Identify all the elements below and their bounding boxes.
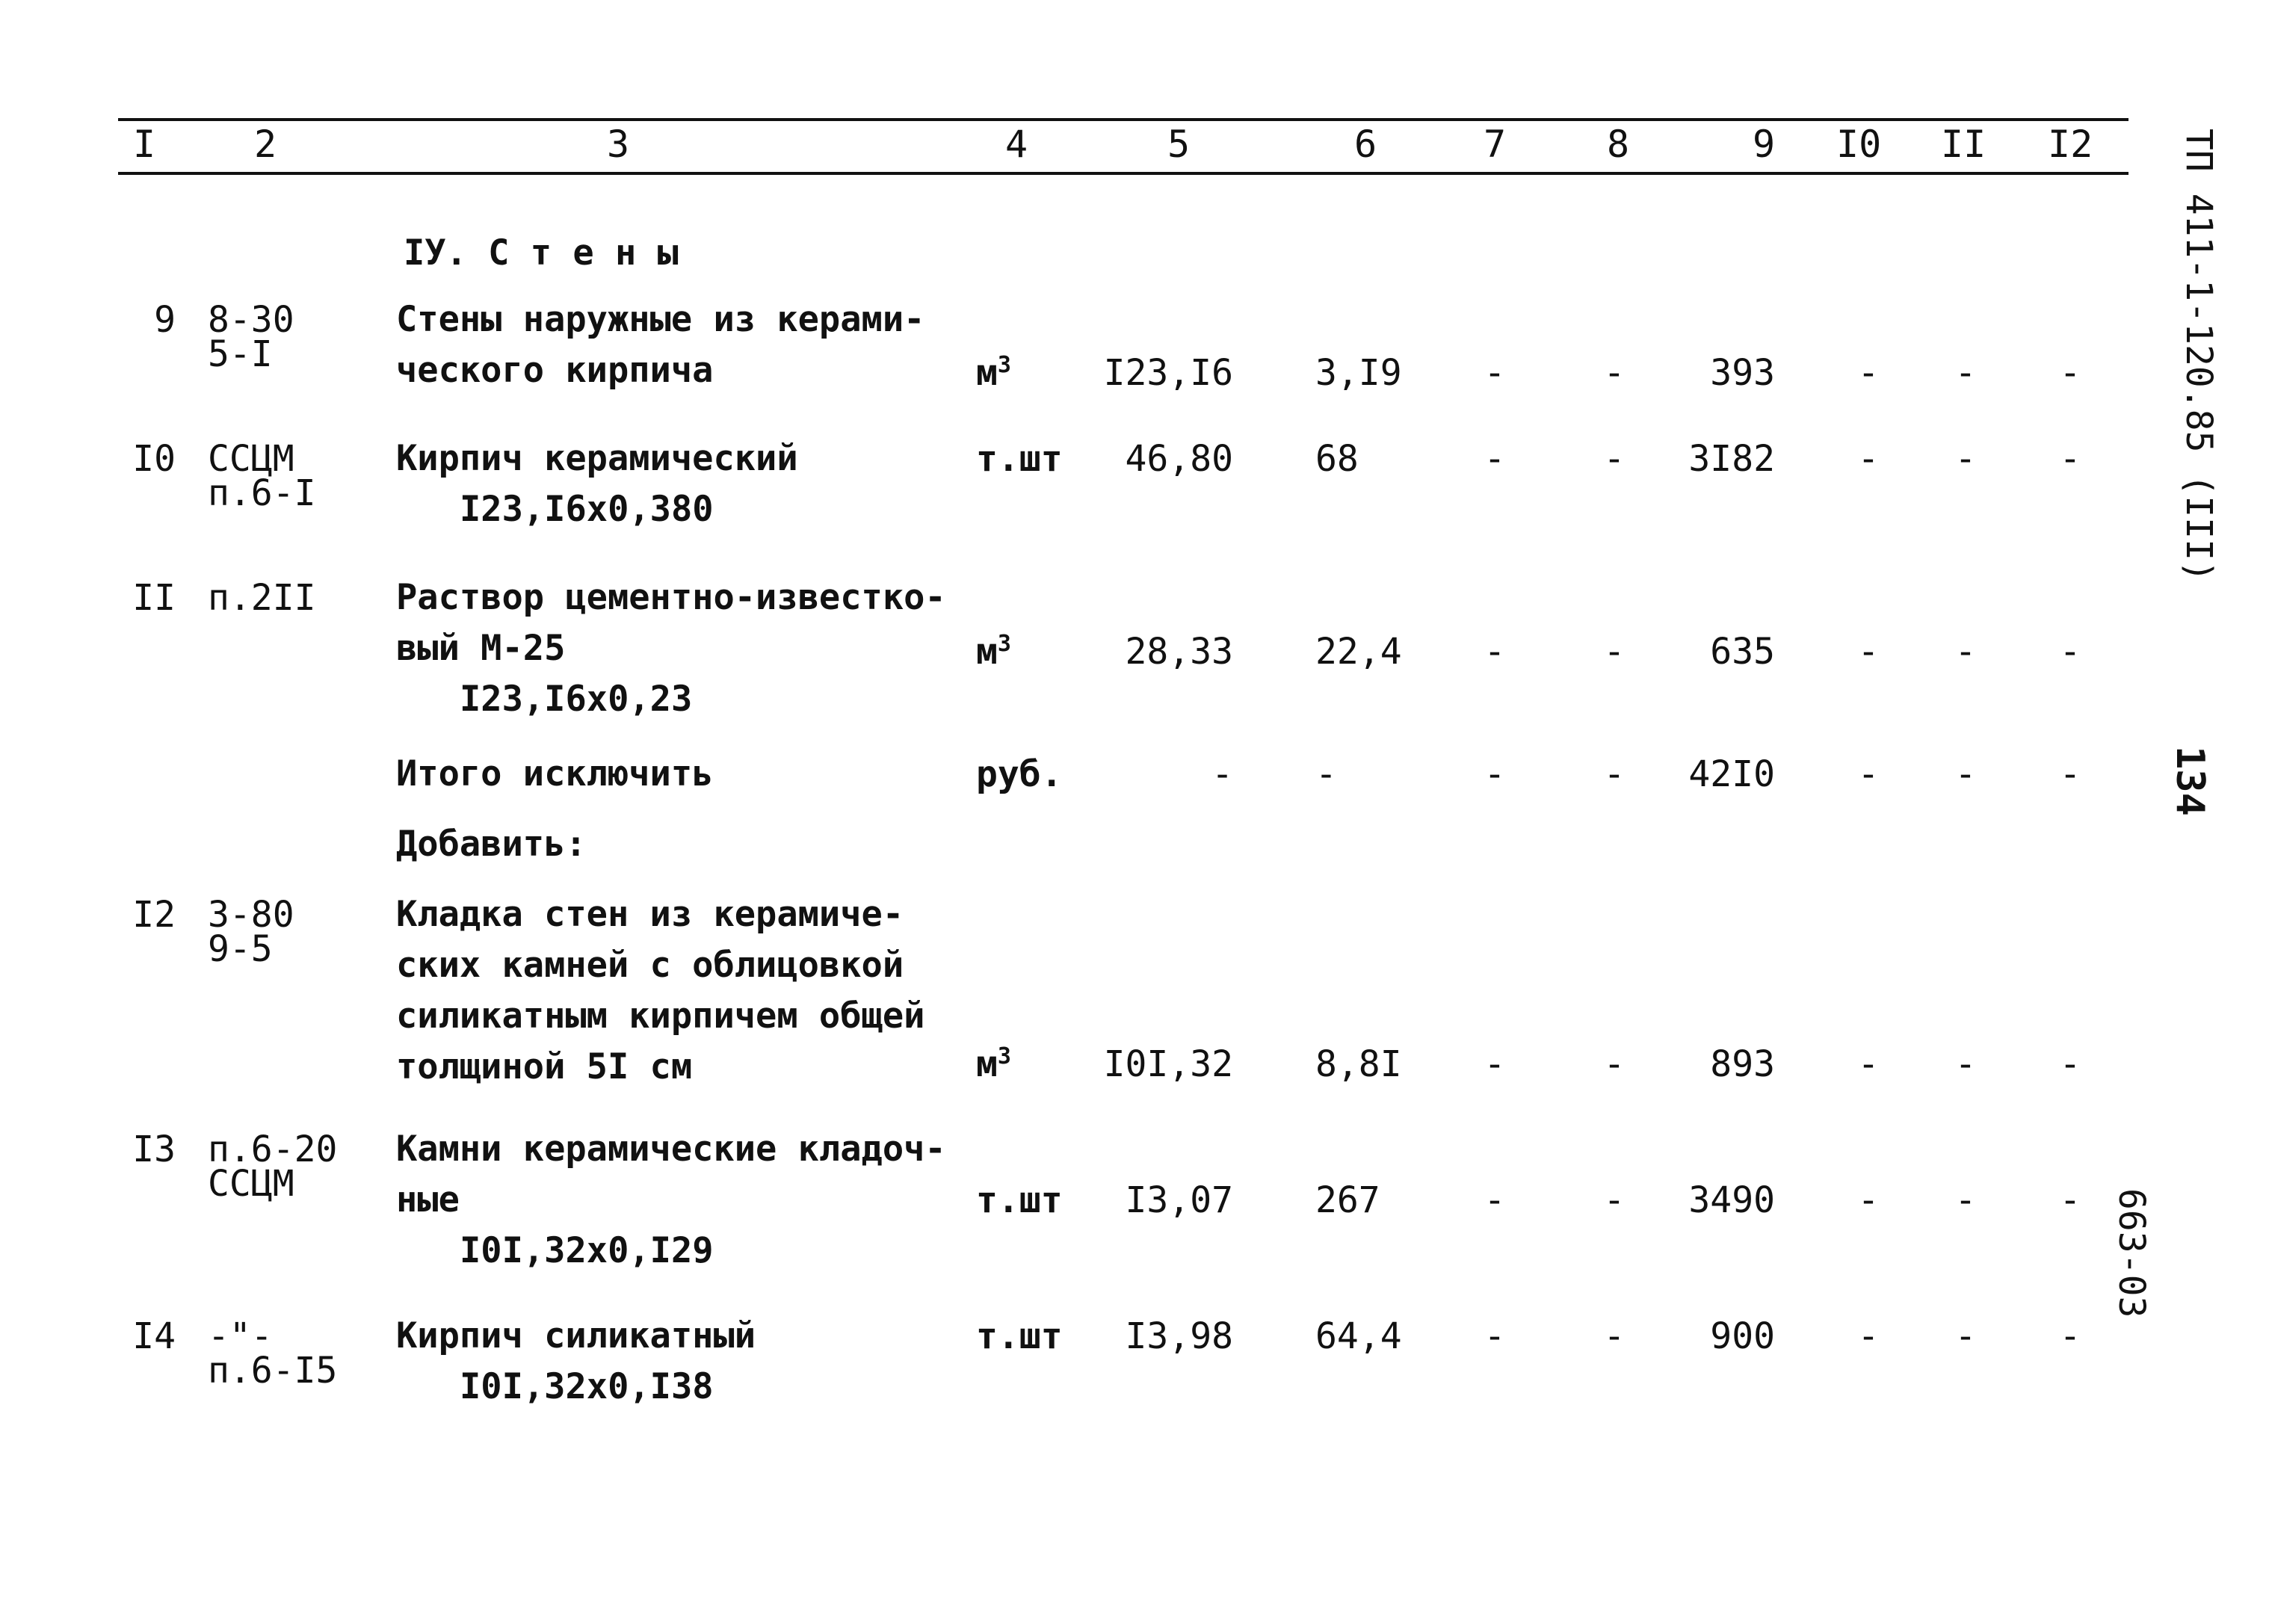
description-line: силикатным кирпичем общей [396, 995, 925, 1037]
unit [976, 352, 1011, 394]
header-col-7: 7 [1483, 123, 1507, 166]
header-col-6: 6 [1353, 123, 1377, 166]
cell-c7: - [1484, 352, 1506, 394]
description-line: ческого кирпича [396, 350, 714, 391]
cell-c6: 3,I9 [1315, 352, 1402, 394]
unit [976, 438, 1063, 480]
description-line: I23,I6x0,23 [460, 679, 693, 720]
cell-c8: - [1603, 1315, 1626, 1357]
header-col-4: 4 [1004, 123, 1028, 166]
cell-c9: 3I82 [1688, 438, 1775, 480]
cell-c9: 893 [1710, 1043, 1775, 1085]
unit-text: м [976, 1043, 998, 1085]
description-line: Кирпич керамический [396, 438, 798, 479]
header-col-2: 2 [253, 123, 277, 166]
cell-c12: - [2059, 753, 2081, 795]
description-line: I0I,32x0,I38 [460, 1366, 714, 1407]
ref-code: п.2II [208, 577, 316, 619]
cell-c8: - [1603, 631, 1626, 673]
description-line: Кладка стен из керамиче- [396, 894, 904, 935]
unit-superscript: 3 [997, 1043, 1011, 1069]
cell-c12: - [2059, 352, 2081, 394]
ref-code: -"- [208, 1315, 273, 1357]
header-col-8: 8 [1606, 123, 1630, 166]
cell-c8: - [1603, 1043, 1626, 1085]
description-line: I0I,32x0,I29 [460, 1230, 714, 1271]
ref-code-2: ССЦМ [208, 1163, 294, 1205]
row-number: I4 [132, 1315, 176, 1357]
ref-code: 3-80 [208, 894, 294, 936]
description-line: ских камней с облицовкой [396, 945, 904, 986]
header-col-12: I2 [2048, 123, 2093, 166]
description-line: Стены наружные из керами- [396, 299, 925, 340]
cell-c6: - [1315, 753, 1337, 795]
cell-c10: - [1857, 438, 1880, 480]
cell-c6: 68 [1315, 438, 1359, 480]
cell-c10: - [1857, 753, 1880, 795]
cell-c11: - [1954, 438, 1977, 480]
cell-c11: - [1954, 753, 1977, 795]
cell-c7: - [1484, 1315, 1506, 1357]
unit-text: руб. [976, 753, 1063, 795]
cell-c6: 22,4 [1315, 631, 1402, 673]
description-line: Добавить: [396, 824, 587, 865]
ref-code-2: 5-I [208, 333, 273, 375]
unit-text: м [976, 631, 998, 673]
cell-c5: I3,98 [1125, 1315, 1233, 1357]
cell-c12: - [2059, 438, 2081, 480]
ref-code: п.6-20 [208, 1129, 338, 1170]
description-line: толщиной 5I см [396, 1046, 693, 1087]
header-col-11: II [1941, 123, 1986, 166]
cell-c12: - [2059, 631, 2081, 673]
cell-c10: - [1857, 1043, 1880, 1085]
row-number: II [132, 577, 176, 619]
unit-text: т.шт [976, 1315, 1063, 1357]
cell-c11: - [1954, 1315, 1977, 1357]
cell-c8: - [1603, 1179, 1626, 1221]
cell-c12: - [2059, 1179, 2081, 1221]
cell-c7: - [1484, 753, 1506, 795]
cell-c9: 393 [1710, 352, 1775, 394]
unit-text: т.шт [976, 1179, 1063, 1221]
unit-superscript: 3 [997, 631, 1011, 657]
code-2-vertical: 663-03 [2111, 1188, 2152, 1318]
unit-text: м [976, 352, 998, 394]
description-line: Камни керамические кладоч- [396, 1129, 946, 1170]
header-col-1: I [132, 123, 156, 166]
description-line: I23,I6x0,380 [460, 489, 714, 530]
doc-code-vertical: ТП 411-1-120.85 (III) [2178, 129, 2220, 582]
unit-text: т.шт [976, 438, 1063, 480]
cell-c10: - [1857, 631, 1880, 673]
description-line: Кирпич силикатный [396, 1315, 756, 1356]
cell-c9: 635 [1710, 631, 1775, 673]
cell-c10: - [1857, 1315, 1880, 1357]
cell-c11: - [1954, 631, 1977, 673]
ref-code-2: п.6-I [208, 472, 316, 514]
cell-c8: - [1603, 438, 1626, 480]
unit [976, 1043, 1011, 1085]
cell-c7: - [1484, 438, 1506, 480]
cell-c11: - [1954, 352, 1977, 394]
cell-c9: 3490 [1688, 1179, 1775, 1221]
header-col-5: 5 [1167, 123, 1191, 166]
cell-c7: - [1484, 1043, 1506, 1085]
unit [976, 1179, 1063, 1221]
page-number-vertical: 134 [2167, 746, 2212, 816]
description-line: Раствор цементно-известко- [396, 577, 946, 618]
header-bottom-rule [118, 172, 2128, 175]
cell-c5: 28,33 [1125, 631, 1233, 673]
cell-c8: - [1603, 753, 1626, 795]
row-number: 9 [154, 299, 176, 341]
header-col-3: 3 [606, 123, 630, 166]
unit [976, 1315, 1063, 1357]
row-number: I3 [132, 1129, 176, 1170]
row-number: I2 [132, 894, 176, 936]
section-title: IУ. С т е н ы [404, 232, 679, 274]
row-number: I0 [132, 438, 176, 480]
unit [976, 631, 1011, 673]
cell-c9: 42I0 [1688, 753, 1775, 795]
header-col-9: 9 [1752, 123, 1776, 166]
cell-c7: - [1484, 1179, 1506, 1221]
cell-c8: - [1603, 352, 1626, 394]
cell-c5: 46,80 [1125, 438, 1233, 480]
cell-c12: - [2059, 1043, 2081, 1085]
cell-c5: I23,I6 [1103, 352, 1233, 394]
cell-c9: 900 [1710, 1315, 1775, 1357]
cell-c11: - [1954, 1179, 1977, 1221]
cell-c5: I0I,32 [1103, 1043, 1233, 1085]
unit [976, 753, 1063, 795]
ref-code: 8-30 [208, 299, 294, 341]
cell-c5: - [1211, 753, 1233, 795]
cell-c10: - [1857, 1179, 1880, 1221]
ref-code: ССЦМ [208, 438, 294, 480]
description-line: ные [396, 1179, 460, 1220]
cell-c5: I3,07 [1125, 1179, 1233, 1221]
ref-code-2: 9-5 [208, 928, 273, 970]
description-line: Итого исключить [396, 753, 714, 794]
header-col-10: I0 [1836, 123, 1882, 166]
cell-c7: - [1484, 631, 1506, 673]
unit-superscript: 3 [997, 352, 1011, 378]
cell-c6: 64,4 [1315, 1315, 1402, 1357]
ref-code-2: п.6-I5 [208, 1350, 338, 1392]
cell-c6: 267 [1315, 1179, 1380, 1221]
cell-c11: - [1954, 1043, 1977, 1085]
description-line: вый М-25 [396, 628, 566, 669]
cell-c10: - [1857, 352, 1880, 394]
cell-c6: 8,8I [1315, 1043, 1402, 1085]
header-top-rule [118, 118, 2128, 121]
cell-c12: - [2059, 1315, 2081, 1357]
